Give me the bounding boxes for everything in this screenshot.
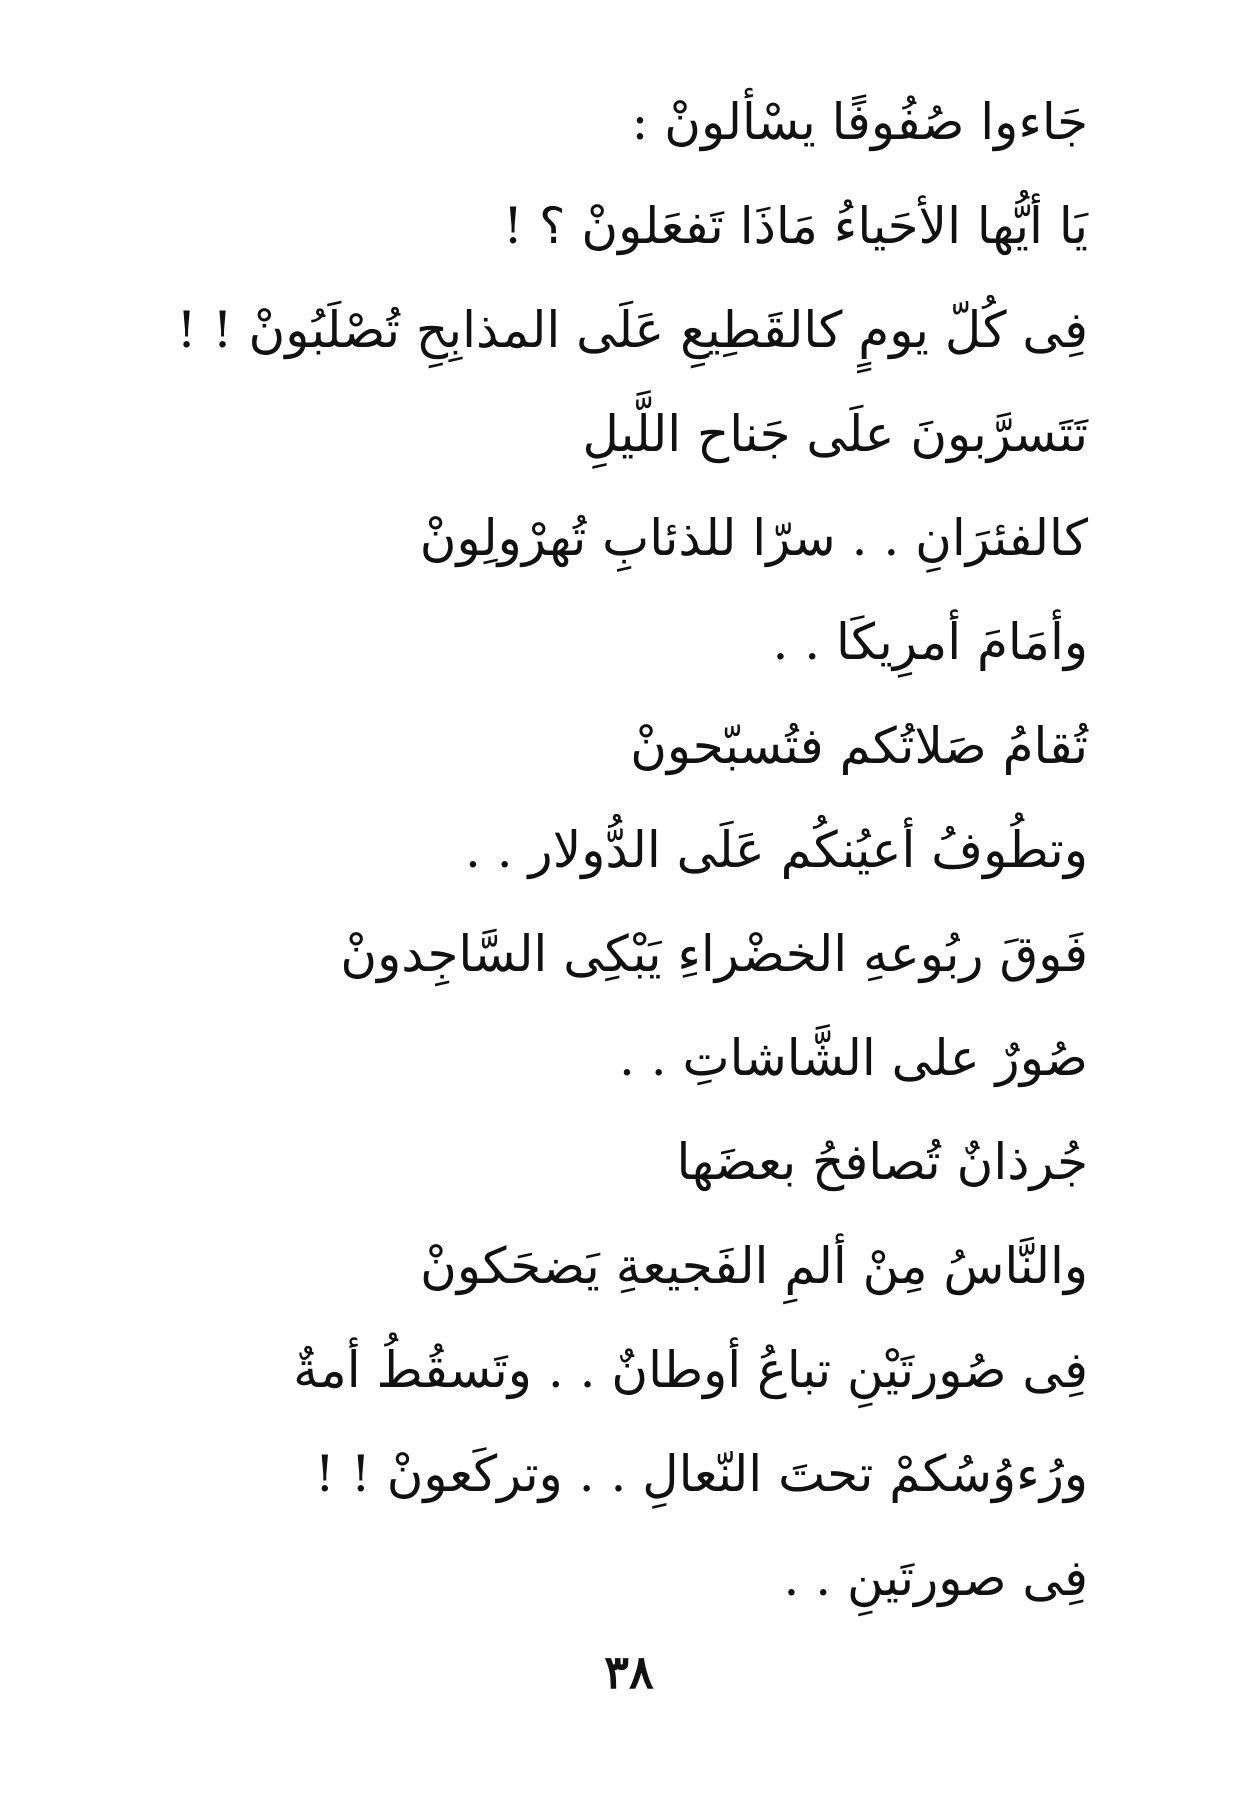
poem-line: صُورٌ على الشَّاشاتِ . . bbox=[618, 1029, 1088, 1087]
poem-line: يَا أيُّها الأحَياءُ مَاذَا تَفعَلونْ ؟ ! bbox=[503, 197, 1088, 255]
poem-line: فِى صورتَينِ . . bbox=[783, 1549, 1088, 1607]
poem-line: تُقامُ صَلاتُكم فتُسبّحونْ bbox=[630, 717, 1088, 775]
poem-line: جُرذانٌ تُصافحُ بعضَها bbox=[676, 1133, 1088, 1191]
poem-line: تَتَسرَّبونَ علَى جَناح اللَّيلِ bbox=[582, 405, 1088, 463]
poem-line: فِى صُورتَيْنِ تباعُ أوطانٌ . . وتَسقُطُ أمةٌ bbox=[293, 1341, 1088, 1399]
page-number: ٣٨ bbox=[604, 1645, 654, 1699]
poem-line: وأمَامَ أمرِيكَا . . bbox=[772, 613, 1088, 671]
poem-line: والنَّاسُ مِنْ ألمِ الفَجيعةِ يَضحَكونْ bbox=[420, 1237, 1088, 1295]
poem-line: كالفئرَانِ . . سرّا للذئابِ تُهرْولِونْ bbox=[419, 509, 1088, 567]
poem-line: فِى كُلّ يومٍ كالقَطِيعِ عَلَى المذابِحِ تُصْلَبُونْ ! ! bbox=[176, 301, 1088, 359]
poem-body bbox=[176, 70, 1088, 1630]
poem-line: وتطُوفُ أعيُنكُم عَلَى الدُّولار . . bbox=[464, 821, 1088, 879]
poem-line: جَاءوا صُفُوفًا يسْألونْ : bbox=[631, 93, 1088, 151]
poem-line: فَوقَ ربُوعهِ الخضْراءِ يَبْكِى السَّاجِدونْ bbox=[340, 925, 1088, 983]
poem-line: ورُءوُسُكمْ تحتَ النّعالِ . . وتركَعونْ ! ! bbox=[314, 1445, 1088, 1503]
